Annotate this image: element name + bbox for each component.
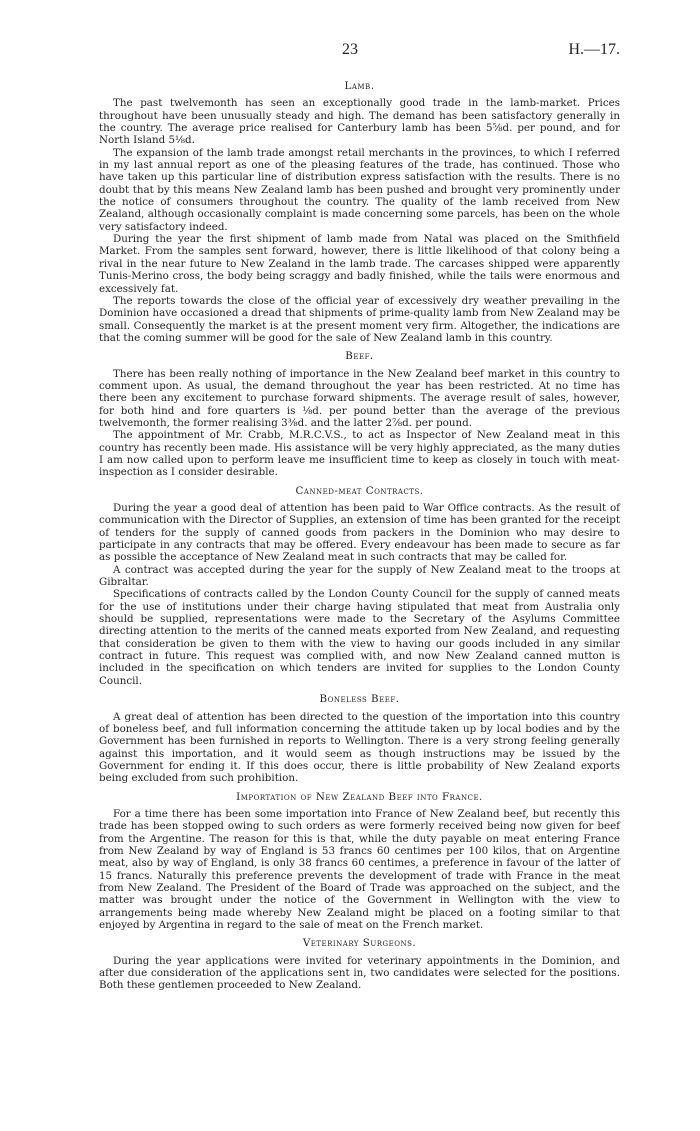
- section-veterinary-surgeons: [99, 937, 620, 991]
- paragraph: For a time there has been some importation into France of New Zealand beef, but recently this trade has been stopped owing to such orders as were formerly received being now given for beef from the Argentine. The reason for this is that, while the duty payable on meat entering France from New Zealand by way of England is 53 francs 60 centimes per 100 kilos, that on Argentine meat, also by way of England, is only 38 francs 60 centimes, a preference in favour of the latter of 15 francs. Naturally this preference prevents the development of trade with France in the meat from New Zealand. The President of the Board of Trade was approached on the subject, and the matter was brought under the notice of the Government in Wellington with the view to arrangements being made whereby New Zealand might be placed on a footing similar to that enjoyed by Argentina in regard to the sale of meat on the French market.: [99, 807, 620, 931]
- page-number: 23: [342, 41, 358, 58]
- section-heading: Veterinary Surgeons.: [302, 937, 417, 950]
- paragraph: During the year applications were invited for veterinary appointments in the Dominion, and after due consideration of the applications sent in, two candidates were selected for the positions. Both these gentlemen proceeded to New Zealand.: [99, 954, 620, 992]
- section-importation-france: [99, 791, 620, 932]
- section-heading: Beef.: [345, 350, 374, 363]
- paragraph: The appointment of Mr. Crabb, M.R.C.V.S., to act as Inspector of New Zealand meat in this country has recently been made. His assistance will be very highly appreciated, as the many duties I am now called upon to perform leave me insufficient time to keep as closely in touch with meat-inspection as I consider desirable.: [99, 429, 620, 479]
- section-heading: Boneless Beef.: [319, 693, 400, 706]
- section-canned-meat-contracts: [99, 485, 620, 688]
- section-heading: Canned-meat Contracts.: [295, 484, 424, 497]
- section-lamb: [99, 80, 620, 344]
- paragraph: A great deal of attention has been directed to the question of the importation into this country of boneless beef, and full information concerning the attitude taken up by local bodies and by the Government has been furnished in reports to Wellington. There is a very strong feeling generally against this importation, and it would seem as though instructions may be issued by the Government for ending it. If this does occur, there is little probability of New Zealand exports being excluded from such prohibition.: [99, 710, 620, 785]
- section-boneless-beef: [99, 693, 620, 784]
- paragraph: Specifications of contracts called by the London County Council for the supply of canned meats for the use of institutions under their charge having stipulated that meat from Australia only should be supplied, representations were made to the Secretary of the Asylums Committee directing attention to the merits of the canned meats exported from New Zealand, and requesting that consideration be given to them with the view to having our goods included in any similar contract in future. This request was complied with, and now New Zealand canned mutton is included in the specification on which tenders are invited for supplies to the London County Council.: [99, 588, 620, 687]
- paragraph: The expansion of the lamb trade amongst retail merchants in the provinces, to which I referred in my last annual report as one of the pleasing features of the trade, has continued. Those who have taken up this particular line of distribution express satisfaction with the results. There is no doubt that by this means New Zealand lamb has been pushed and brought very prominently under the notice of consumers throughout the country. The quality of the lamb received from New Zealand, although occasionally complaint is made concerning some parcels, has been on the whole very satisfactory indeed.: [99, 146, 620, 233]
- section-heading: Importation of New Zealand Beef into France.: [236, 790, 483, 803]
- paragraph: During the year a good deal of attention has been paid to War Office contracts. As the result of communication with the Director of Supplies, an extension of time has been granted for the receipt of tenders for the supply of canned goods from packers in the Dominion who may desire to participate in any contracts that may be offered. Every endeavour has been made to secure as far as possible the acceptance of New Zealand meat in such contracts that may be called for.: [99, 502, 620, 564]
- paragraph: During the year the first shipment of lamb made from Natal was placed on the Smithfield Market. From the samples sent forward, however, there is little likelihood of that colony being a rival in the near future to New Zealand in the lamb trade. The carcases shipped were apparently Tunis-Merino cross, the body being scraggy and badly finished, while the tails were enormous and excessively fat.: [99, 233, 620, 295]
- section-heading: Lamb.: [344, 80, 375, 92]
- paragraph: There has been really nothing of importance in the New Zealand beef market in this country to comment upon. As usual, the demand throughout the year has been restricted. At no time has there been any excitement to purchase forward shipments. The average result of sales, however, for both hind and fore quarters is ⅛d. per pound better than the average of the previous twelvemonth, the former realising 3⅜d. and the latter 2⅞d. per pound.: [99, 367, 620, 429]
- paragraph: The past twelvemonth has seen an exceptionally good trade in the lamb-market. Prices throughout have been unusually steady and high. The demand has been satisfactory generally in the country. The average price realised for Canterbury lamb has been 5⅝d. per pound, and for North Island 5⅛d.: [99, 97, 620, 147]
- paragraph: The reports towards the close of the official year of excessively dry weather prevailing in the Dominion have occasioned a dread that shipments of prime-quality lamb from New Zealand may be small. Consequently the market is at the present moment very firm. Altogether, the indications are that the coming summer will be good for the sale of New Zealand lamb in this country.: [99, 294, 620, 344]
- document-reference: H.—17.: [568, 41, 620, 58]
- section-beef: [99, 350, 620, 478]
- paragraph: A contract was accepted during the year for the supply of New Zealand meat to the troops at Gibraltar.: [99, 563, 620, 589]
